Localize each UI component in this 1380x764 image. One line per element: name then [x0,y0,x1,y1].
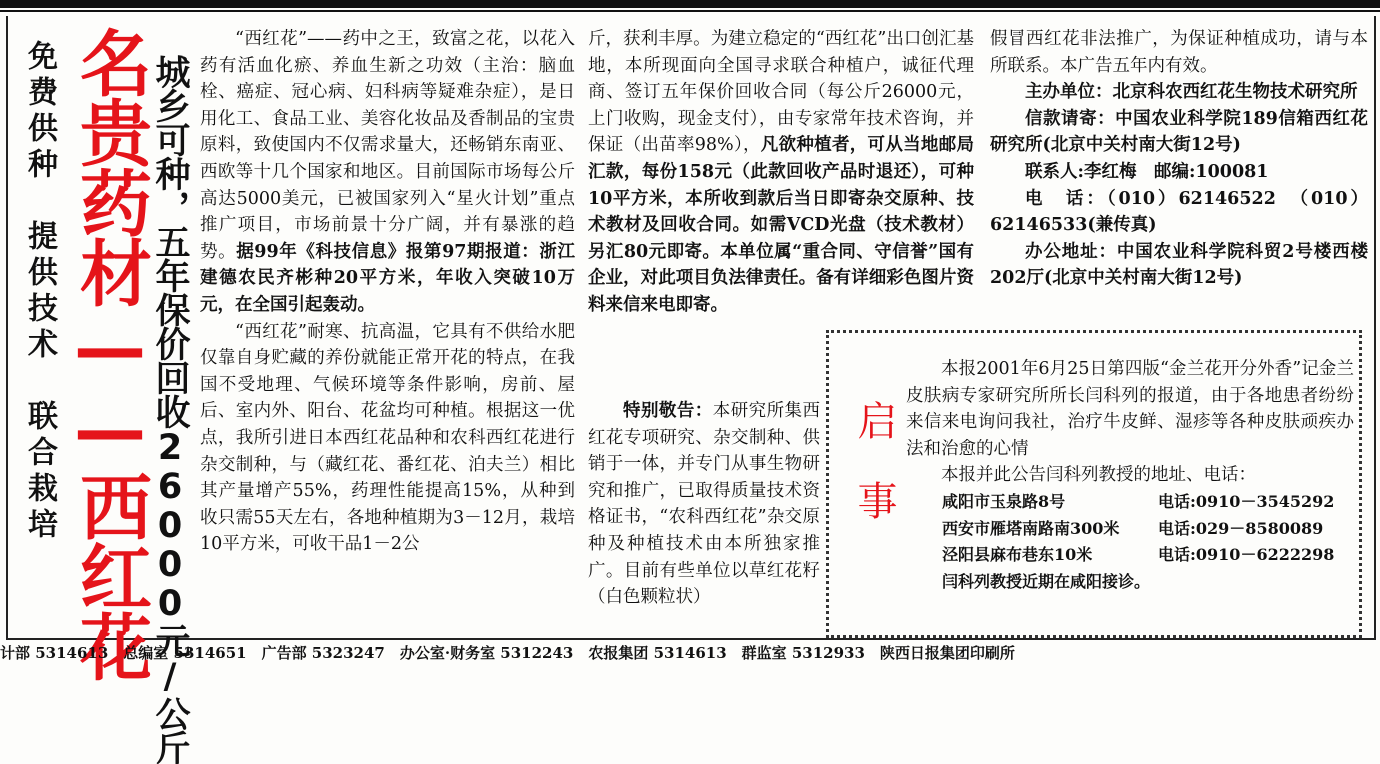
notice-footer: 闫科列教授近期在咸阳接诊。 [942,571,1151,591]
tel-1: 电话:0910－3545292 [1158,491,1335,511]
col3-paragraph-1: 假冒西红花非法推广，为保证种植成功，请与本所联系。本广告五年内有效。 [990,29,1368,76]
address-1: 咸阳市玉泉路8号 [942,491,1066,511]
col2-paragraph-1 [588,26,974,319]
phone-numbers: 电 话：（010）62146522 （010）62146533(兼传真) [990,188,1368,236]
tel-2: 电话:029－8580089 [1158,518,1324,538]
top-rule-thin [0,10,1380,12]
address-row [906,542,1354,569]
column-1 [200,26,575,558]
address-row [906,489,1354,516]
address-3: 泾阳县麻布巷东10米 [942,545,1093,565]
address-2: 西安市雁塔南路南300米 [942,518,1120,538]
bottom-directory-strip: 计部 5314613 总编室 5314651 广告部 5323247 办公室·财务室 5312243 农报集团 5314613 群监室 5312933 陕西日报集团印刷所 [0,644,1015,662]
tel-3: 电话:0910－6222298 [1158,545,1335,565]
column-2 [588,26,974,319]
special-notice-paragraph [588,398,820,611]
col1-paragraph-2: “西红花”耐寒、抗高温，它具有不供给水肥仅靠自身贮藏的养份就能正常开花的特点，在我国不受地理、气候环境等条件影响，房前、屋后、室内外、阳台、花盆均可种植。根据这一优点，我所引进日本西红花品种和农科西红花进行杂交制种，与（藏红花、番红花、泊夫兰）相比其产量增产55%，药理性能提高15%，从种到收只需55天左右，各地种植期为3－12月，栽培10平方米，可收干品1－2公 [200,321,575,555]
special-notice-text: 本研究所集西红花专项研究、杂交制种、供销于一体，并专门从事生物研究和推广，已取得质量技术资格证书，“农科西红花”杂交原种及种植技术由本所独家推广。目前有些单位以草红花籽（白色颗粒状） [588,401,820,608]
address-row [906,516,1354,543]
col1-paragraph-1 [200,26,575,319]
price-slogan: 城乡可种，五年保价回收26000元/公斤 [150,54,190,764]
col1-bold-text: 据99年《科技信息》报第97期报道：浙江建德农民齐彬种20平方米，年收入突破10万元，在全国引起轰动。 [200,241,575,315]
notice-body [906,356,1354,595]
notice-heading: 启事 [851,400,897,560]
notice-paragraph-1: 本报2001年6月25日第四版“金兰花开分外香”记金兰皮肤病专家研究所所长闫科列的报道，由于各地患者纷纷来信来电询问我社，治疗牛皮鲜、湿疹等各种皮肤顽疾办法和治愈的心情 [906,359,1354,459]
special-notice-label: 特别敬告： [623,401,713,421]
column-3 [990,26,1368,292]
notice-paragraph-2: 本报并此公告闫科列教授的地址、电话： [941,465,1256,486]
col2-text: 斤，获利丰厚。为建立稳定的“西红花”出口创汇基地，本所现面向全国寻求联合种植户，诚征代理商、签订五年保价回收合同（每公斤26000元，上门收购，现金支付），由专家常年技术咨询，并保证（出苗率98%）， [588,29,974,156]
host-unit: 主办单位：北京科农西红花生物技术研究所 [1025,82,1358,103]
headline-title: 名贵药材——西红花 [68,26,152,680]
col1-text: “西红花”——药中之王，致富之花，以花入药有活血化瘀、养血生新之功效（主治：脑血栓、癌症、冠心病、妇科病等疑难杂症），是日用化工、食品工业、美容化妆品及香制品的宝贵原料，致使国内不仅需求量大，还畅销东南亚、西欧等十几个国家和地区。目前国际市场每公斤高达5000美元，已被国家列入“星火计划”重点推广项目，市场前景十分广阔，并有暴涨的趋势。 [200,29,575,262]
office-address: 办公地址：中国农业科学院科贸2号楼西楼202厅(北京中关村南大街12号) [990,241,1368,289]
mail-address: 信款请寄：中国农业科学院189信箱西红花研究所(北京中关村南大街12号) [990,108,1368,156]
special-notice [588,398,820,611]
free-supply-slogan: 免费供种 提供技术 联合栽培 [22,40,57,544]
contact-person: 联系人:李红梅 邮编:100081 [1025,161,1269,182]
col2-bold-text: 凡欲种植者，可从当地邮局汇款，每份158元（此款回收产品时退还），可种10平方米，本所收到款后当日即寄杂交原种、技术教材及回收合同。如需VCD光盘（技术教材）另汇80元即寄。本单位属“重合同、守信誉”国有企业，对此项目负法律责任。备有详细彩色图片资料来信来电即寄。 [588,135,974,315]
top-rule [0,0,1380,8]
